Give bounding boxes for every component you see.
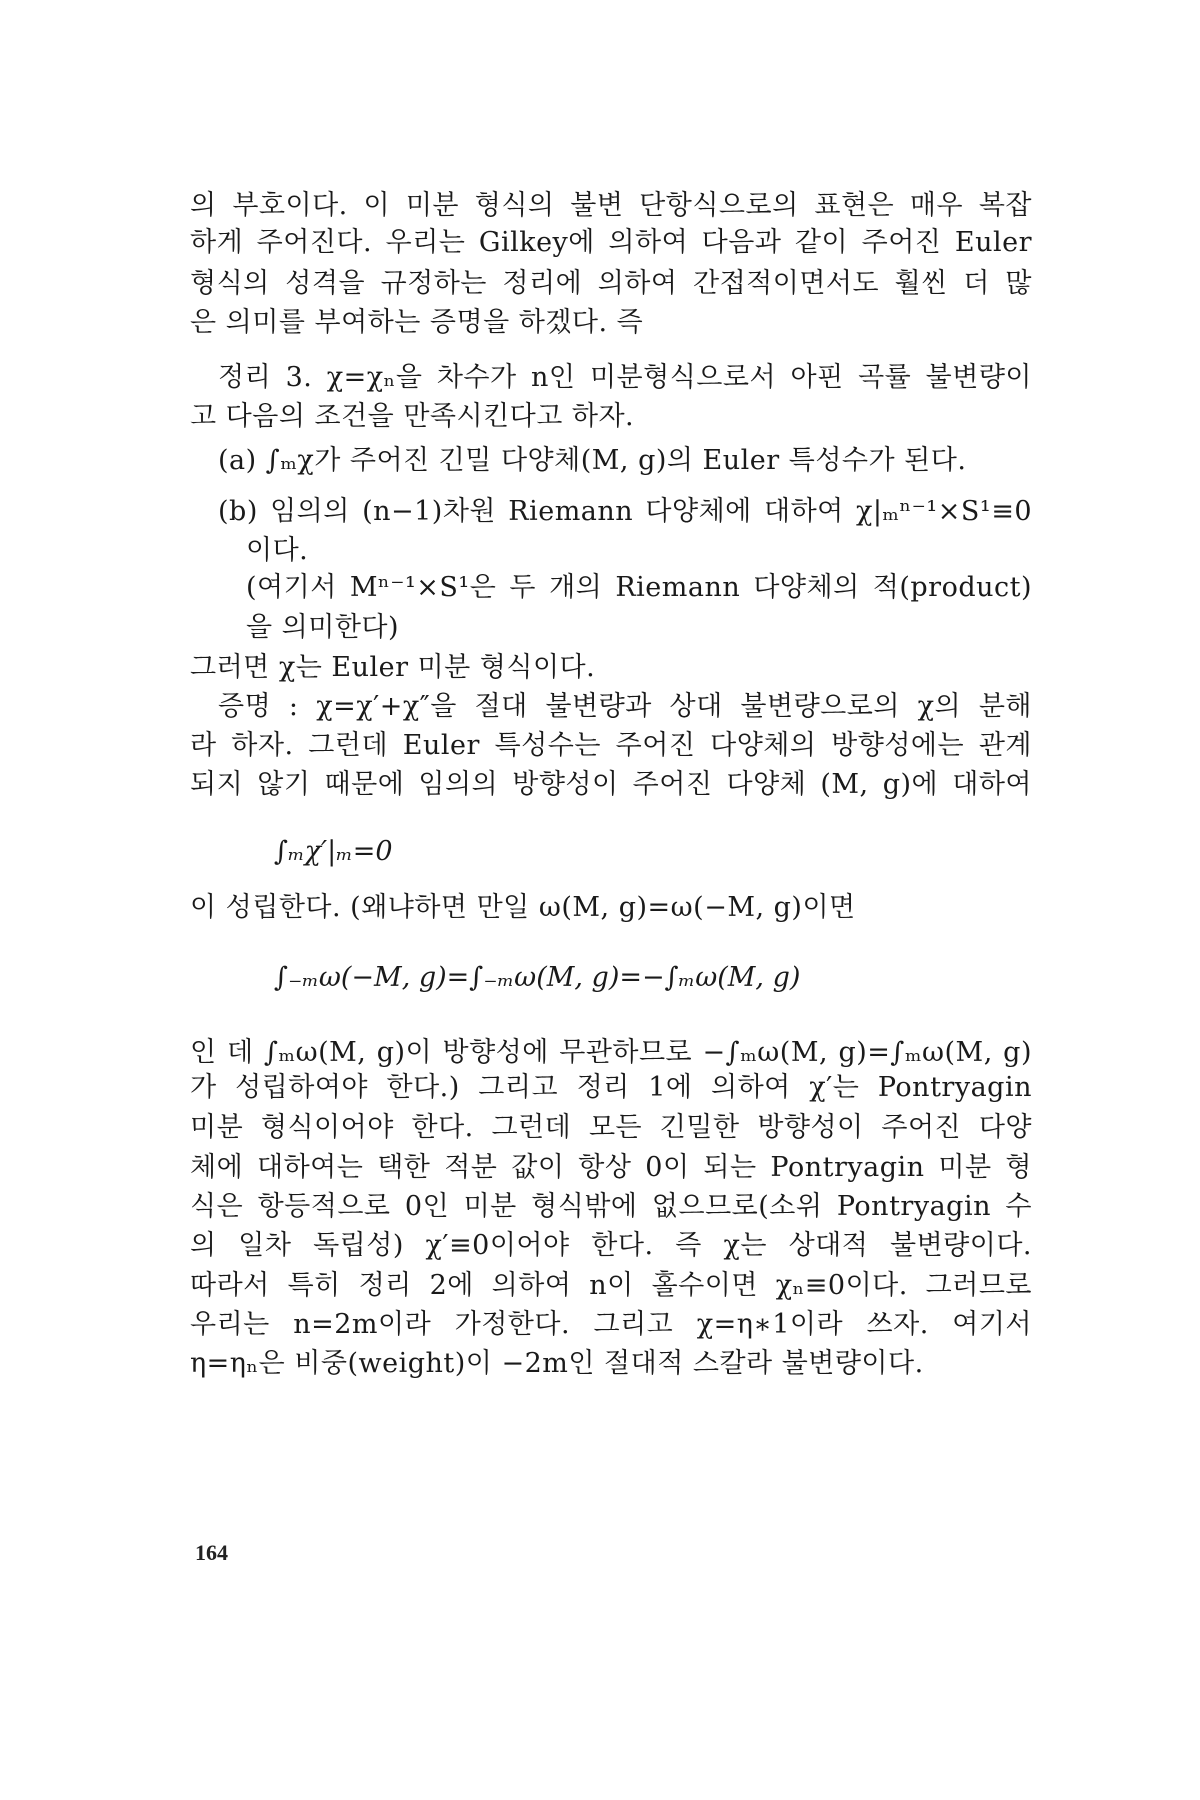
proof-line: 이 성립한다. (왜냐하면 만일 ω(M, g)=ω(−M, g)이면 <box>190 892 856 923</box>
proof-line: 가 성립하여야 한다.) 그리고 정리 1에 의하여 χ′는 Pontryagin <box>190 1072 1032 1103</box>
formula-1: ∫ₘχ′|ₘ=0 <box>274 836 393 867</box>
theorem-line: 고 다음의 조건을 만족시킨다고 하자. <box>190 401 635 432</box>
text-line: 하게 주어진다. 우리는 Gilkey에 의하여 다음과 같이 주어진 Euler <box>190 227 1032 258</box>
proof-line: 체에 대하여는 택한 적분 값이 항상 0이 되는 Pontryagin 미분 형 <box>190 1152 1032 1183</box>
note-line: 을 의미한다) <box>246 612 400 643</box>
text-line: 의 부호이다. 이 미분 형식의 불변 단항식으로의 표현은 매우 복잡 <box>190 190 1032 221</box>
note-line: (여기서 Mⁿ⁻¹×S¹은 두 개의 Riemann 다양체의 적(product) <box>246 572 1032 603</box>
proof-line: 미분 형식이어야 한다. 그런데 모든 긴밀한 방향성이 주어진 다양 <box>190 1112 1032 1143</box>
condition-a: (a) ∫ₘχ가 주어진 긴밀 다양체(M, g)의 Euler 특성수가 된다. <box>218 445 967 476</box>
conclusion-line: 그러면 χ는 Euler 미분 형식이다. <box>190 652 596 683</box>
proof-line: 증명 : χ=χ′+χ″을 절대 불변량과 상대 불변량으로의 χ의 분해 <box>218 691 1032 722</box>
text-line: 은 의미를 부여하는 증명을 하겠다. 즉 <box>190 307 644 338</box>
proof-line: 인 데 ∫ₘω(M, g)이 방향성에 무관하므로 −∫ₘω(M, g)=∫ₘω(M, g) <box>190 1037 1032 1068</box>
theorem-line: 정리 3. χ=χₙ을 차수가 n인 미분형식으로서 아핀 곡률 불변량이 <box>218 362 1032 393</box>
formula-2: ∫₋ₘω(−M, g)=∫₋ₘω(M, g)=−∫ₘω(M, g) <box>274 962 801 993</box>
condition-b-line: 이다. <box>246 535 309 566</box>
proof-line: 되지 않기 때문에 임의의 방향성이 주어진 다양체 (M, g)에 대하여 <box>190 769 1032 800</box>
proof-line: 따라서 특히 정리 2에 의하여 n이 홀수이면 χₙ≡0이다. 그러므로 <box>190 1270 1032 1301</box>
proof-line: 라 하자. 그런데 Euler 특성수는 주어진 다양체의 방향성에는 관계 <box>190 730 1032 761</box>
proof-line: 식은 항등적으로 0인 미분 형식밖에 없으므로(소위 Pontryagin 수 <box>190 1191 1032 1222</box>
proof-line: η=ηₙ은 비중(weight)이 −2m인 절대적 스칼라 불변량이다. <box>190 1348 924 1379</box>
proof-line: 의 일차 독립성) χ′≡0이어야 한다. 즉 χ는 상대적 불변량이다. <box>190 1230 1032 1261</box>
text-line: 형식의 성격을 규정하는 정리에 의하여 간접적이면서도 훨씬 더 많 <box>190 268 1032 299</box>
condition-b-line: (b) 임의의 (n−1)차원 Riemann 다양체에 대하여 χ|ₘⁿ⁻¹×S¹≡0 <box>218 496 1032 527</box>
page-number: 164 <box>195 1540 228 1565</box>
proof-line: 우리는 n=2m이라 가정한다. 그리고 χ=η∗1이라 쓰자. 여기서 <box>190 1309 1032 1340</box>
